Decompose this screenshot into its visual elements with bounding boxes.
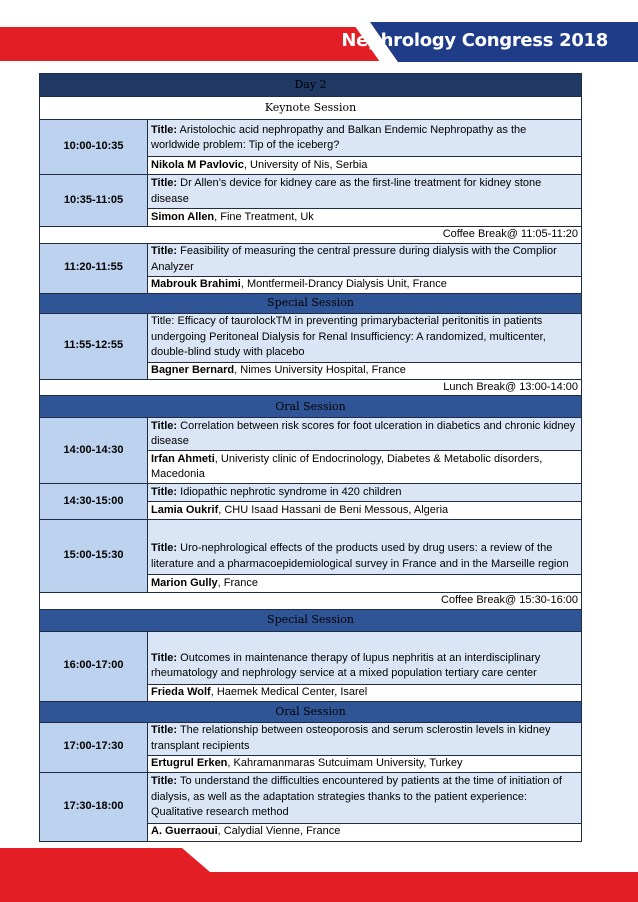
talk-time: 17:00-17:30	[40, 722, 148, 772]
coffee-break: Coffee Break@ 15:30-16:00	[40, 593, 582, 610]
session-heading-oral: Oral Session	[40, 701, 582, 722]
talk-author	[148, 209, 582, 227]
author-name: Mabrouk Brahimi	[151, 277, 241, 290]
talk-author	[148, 362, 582, 379]
program-table	[39, 73, 582, 842]
author-affiliation: , Kahramanmaras Sutcuimam University, Turkey	[227, 756, 463, 769]
session-heading-oral: Oral Session	[40, 396, 582, 418]
talk-title	[148, 520, 582, 575]
talk-title-text: Uro-nephrological effects of the products used by drug users: a review of the literature and a pharmacoepidemiological survey in France and in the Marseille region	[151, 542, 569, 570]
talk-title	[148, 175, 582, 209]
title-label: Title:	[151, 542, 178, 554]
congress-title: Nephrology Congress 2018	[341, 30, 608, 51]
talk-author	[148, 502, 582, 520]
talk-title	[148, 772, 582, 823]
coffee-break: Coffee Break@ 11:05-11:20	[40, 227, 582, 244]
talk-title-text: The relationship between osteoporosis and serum sclerostin levels in kidney transplant recipients	[151, 724, 551, 752]
talk-time: 17:30-18:00	[40, 772, 148, 841]
talk-title	[148, 722, 582, 755]
day-heading: Day 2	[40, 74, 582, 97]
page-header	[0, 0, 638, 64]
title-label: Title:	[151, 485, 178, 498]
talk-author	[148, 575, 582, 593]
author-affiliation: , Haemek Medical Center, Isarel	[210, 685, 368, 698]
talk-title-text: Title: Efficacy of taurolockTM in preventing primarybacterial peritonitis in patients undergoing Peritoneal Dialysis for Renal Insufficiency: A randomized, multicenter, double-blind study with placebo	[151, 315, 546, 359]
author-name: Nikola M Pavlovic	[151, 158, 244, 171]
talk-title-text: Correlation between risk scores for foot ulceration in diabetics and chronic kidney disease	[151, 419, 576, 447]
talk-time: 10:35-11:05	[40, 175, 148, 227]
talk-author	[148, 451, 582, 484]
lunch-break: Lunch Break@ 13:00-14:00	[40, 379, 582, 396]
author-affiliation: , Nimes University Hospital, France	[234, 363, 406, 376]
author-affiliation: , Calydial Vienne, France	[217, 825, 341, 838]
talk-title-text: Dr Allen’s device for kidney care as the first-line treatment for kidney stone disease	[151, 177, 542, 205]
talk-title	[148, 418, 582, 451]
author-name: Frieda Wolf	[151, 685, 211, 698]
author-name: Ertugrul Erken	[151, 756, 228, 769]
talk-time: 15:00-15:30	[40, 520, 148, 593]
footer-red-band	[0, 848, 638, 902]
talk-title	[148, 313, 582, 362]
author-affiliation: , France	[217, 576, 258, 589]
title-label: Title:	[151, 177, 178, 189]
session-heading-special: Special Session	[40, 609, 582, 631]
author-affiliation: , Univeristy clinic of Endocrinology, Diabetes & Metabolic disorders, Macedonia	[151, 452, 543, 480]
title-label: Title:	[151, 419, 178, 432]
talk-title-text: Feasibility of measuring the central pressure during dialysis with the Complior Analyzer	[151, 245, 557, 273]
talk-title	[148, 120, 582, 157]
author-affiliation: , Fine Treatment, Uk	[214, 210, 314, 223]
author-affiliation: , University of Nis, Serbia	[243, 158, 368, 171]
author-affiliation: , Montfermeil-Drancy Dialysis Unit, France	[240, 277, 447, 290]
author-affiliation: , CHU Isaad Hassani de Beni Messous, Algeria	[218, 503, 449, 516]
talk-title-text: To understand the difficulties encountered by patients at the time of initiation of dialysis, as well as the adaptation strategies thanks to the patient experience: Qualitative research method	[151, 775, 562, 819]
author-name: Simon Allen	[151, 210, 215, 223]
talk-title-text: Idiopathic nephrotic syndrome in 420 children	[180, 485, 402, 498]
page-footer	[0, 848, 638, 902]
talk-title-text: Outcomes in maintenance therapy of lupus nephritis at an interdisciplinary rheumatology and nephrology service at a mixed population tertiary care center	[151, 651, 541, 679]
session-heading-keynote: Keynote Session	[40, 97, 582, 120]
talk-time: 16:00-17:00	[40, 631, 148, 701]
talk-title-text: Aristolochic acid nephropathy and Balkan Endemic Nephropathy as the worldwide problem: Tip of the iceberg?	[151, 123, 527, 151]
talk-title	[148, 631, 582, 684]
talk-title	[148, 243, 582, 276]
talk-author	[148, 157, 582, 175]
author-name: Marion Gully	[151, 576, 218, 589]
author-name: Irfan Ahmeti	[151, 452, 215, 465]
author-name: A. Guerraoui	[151, 825, 218, 838]
talk-author	[148, 823, 582, 841]
author-name: Lamia Oukrif	[151, 503, 219, 516]
talk-author	[148, 755, 582, 772]
title-label: Title:	[151, 651, 178, 664]
title-label: Title:	[151, 724, 178, 736]
talk-time: 10:00-10:35	[40, 120, 148, 175]
talk-time: 11:20-11:55	[40, 243, 148, 293]
talk-author	[148, 684, 582, 701]
talk-time: 14:30-15:00	[40, 484, 148, 520]
session-heading-special: Special Session	[40, 293, 582, 313]
title-label: Title:	[151, 775, 178, 788]
talk-title	[148, 484, 582, 502]
talk-time: 11:55-12:55	[40, 313, 148, 379]
talk-author	[148, 276, 582, 293]
title-label: Title:	[151, 245, 178, 257]
title-label: Title:	[151, 123, 178, 136]
author-name: Bagner Bernard	[151, 363, 235, 376]
talk-time: 14:00-14:30	[40, 418, 148, 484]
